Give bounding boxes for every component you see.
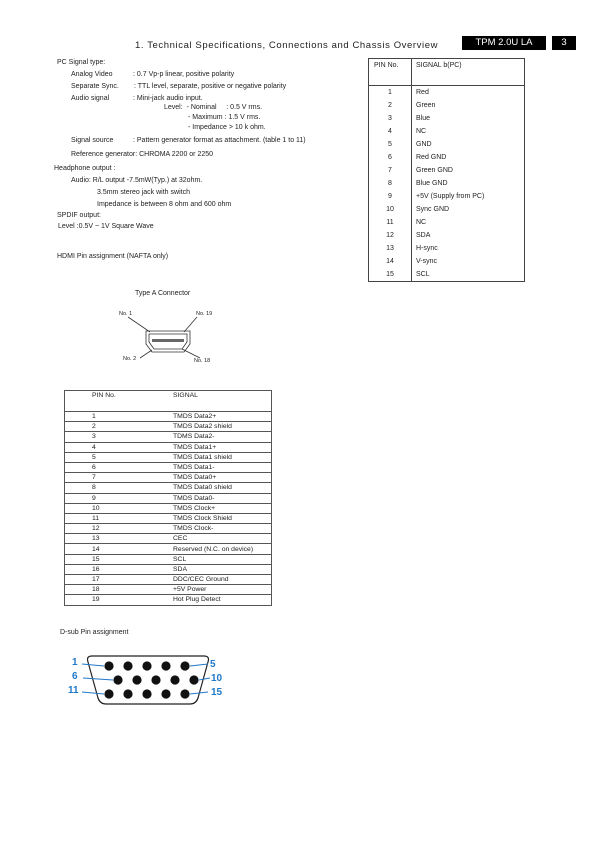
page-title: 1. Technical Specifications, Connections and Chassis Overview [135, 40, 439, 51]
dsub-label-5: 5 [210, 659, 216, 670]
pc-table-pin-cell: 5 [369, 138, 412, 151]
hdmi-table-pin-cell: 14 [65, 544, 172, 554]
hdmi-table-row [65, 503, 272, 513]
analog-video-value: : 0.7 Vp-p linear, positive polarity [133, 71, 235, 78]
page-number: 3 [552, 36, 576, 50]
hdmi-table-signal-cell: TMDS Data1- [171, 462, 272, 472]
pc-table-pin-cell: 8 [369, 177, 412, 190]
hdmi-table-signal-cell: +5V Power [171, 585, 272, 595]
impedance-range: Impedance is between 8 ohm and 600 ohm [97, 201, 232, 208]
hdmi-table-pin-cell: 9 [65, 493, 172, 503]
pc-table-pin-cell: 14 [369, 255, 412, 268]
pc-table-row [369, 86, 525, 100]
dsub-label-1: 1 [72, 657, 78, 668]
hdmi-pin18-label: No. 18 [194, 358, 211, 364]
pc-table-pin-cell: 6 [369, 151, 412, 164]
hdmi-connector-diagram [110, 306, 230, 370]
hdmi-table-pin-cell: 8 [65, 483, 172, 493]
pc-table-row [369, 112, 525, 125]
pc-table-pin-cell: 15 [369, 268, 412, 282]
pc-table-row [369, 255, 525, 268]
stereo-jack: 3.5mm stereo jack with switch [97, 189, 190, 196]
hdmi-table-row [65, 442, 272, 452]
hdmi-table-pin-cell: 18 [65, 585, 172, 595]
separate-sync-label: Separate Sync. [71, 83, 119, 90]
dsub-connector-diagram [64, 650, 234, 710]
dsub-label-6: 6 [72, 671, 78, 682]
hdmi-table-pin-cell: 11 [65, 513, 172, 523]
hdmi-table-pin-cell: 12 [65, 524, 172, 534]
hdmi-table-row [65, 422, 272, 432]
hdmi-table-row [65, 462, 272, 472]
hdmi-table-signal-cell: TMDS Data1+ [171, 442, 272, 452]
pc-table-signal-cell: Sync GND [412, 203, 525, 216]
hdmi-table-row [65, 493, 272, 503]
hdmi-table-row [65, 452, 272, 462]
pc-signal-type: PC Signal type: [57, 59, 106, 66]
hdmi-table-row [65, 412, 272, 422]
hdmi-table-signal-cell: CEC [171, 534, 272, 544]
pc-table-signal-cell: Blue GND [412, 177, 525, 190]
pc-table-pin-cell: 13 [369, 242, 412, 255]
hdmi-table-pin-cell: 1 [65, 412, 172, 422]
hdmi-table-signal-cell: DDC/CEC Ground [171, 575, 272, 585]
pc-table-signal-cell: NC [412, 216, 525, 229]
hdmi-table-signal-cell: TMDS Clock Shield [171, 513, 272, 523]
pc-table-signal-cell: Green [412, 99, 525, 112]
hdmi-table-signal-cell: SDA [171, 564, 272, 574]
hdmi-table-pin-cell: 15 [65, 554, 172, 564]
hdmi-table-signal-cell: TMDS Data0+ [171, 473, 272, 483]
hdmi-pin2-label: No. 2 [123, 356, 137, 362]
spdif-output: SPDIF output: [57, 212, 101, 219]
hdmi-table-row [65, 524, 272, 534]
pc-table-row [369, 99, 525, 112]
hdmi-table-pin-cell: 6 [65, 462, 172, 472]
hdmi-table-signal-cell: TDMS Data2- [171, 432, 272, 442]
pc-table-signal-cell: Green GND [412, 164, 525, 177]
signal-source-label: Signal source [71, 137, 114, 144]
pc-table-pin-cell: 10 [369, 203, 412, 216]
analog-video-label: Analog Video [71, 71, 113, 78]
hdmi-table-header-pin: PIN No. [65, 391, 172, 412]
hdmi-table-row [65, 575, 272, 585]
hdmi-table-signal-cell: TMDS Data2+ [171, 412, 272, 422]
pc-table-pin-cell: 7 [369, 164, 412, 177]
level-nominal: Level: - Nominal : 0.5 V rms. [164, 104, 263, 111]
pc-table-signal-cell: H-sync [412, 242, 525, 255]
pc-table-pin-cell: 3 [369, 112, 412, 125]
dsub-label-10: 10 [211, 673, 223, 684]
pc-pin-table [368, 58, 525, 282]
pc-table-pin-cell: 9 [369, 190, 412, 203]
hdmi-pin-table [64, 390, 272, 606]
hdmi-table-signal-cell: TMDS Data0- [171, 493, 272, 503]
pc-table-row [369, 177, 525, 190]
headphone-output: Headphone output : [54, 165, 116, 172]
hdmi-table-row [65, 595, 272, 605]
hdmi-table-pin-cell: 3 [65, 432, 172, 442]
pc-table-pin-cell: 2 [369, 99, 412, 112]
hdmi-table-signal-cell: TMDS Clock- [171, 524, 272, 534]
audio-signal-value: : Mini-jack audio input. [133, 95, 203, 102]
hdmi-table-signal-cell: Reserved (N.C. on device) [171, 544, 272, 554]
pc-table-row [369, 203, 525, 216]
hdmi-table-row [65, 513, 272, 523]
hdmi-table-header-signal: SIGNAL [171, 391, 272, 412]
type-a-connector-label: Type A Connector [135, 290, 191, 297]
pc-table-signal-cell: Red GND [412, 151, 525, 164]
hdmi-pin1-label: No. 1 [119, 311, 133, 317]
pc-table-signal-cell: +5V (Supply from PC) [412, 190, 525, 203]
pc-table-header-pin: PIN No. [369, 59, 412, 86]
pc-table-row [369, 229, 525, 242]
hdmi-table-pin-cell: 13 [65, 534, 172, 544]
hdmi-table-pin-cell: 10 [65, 503, 172, 513]
pc-table-pin-cell: 11 [369, 216, 412, 229]
audio-rl-output: Audio: R/L output -7.5mW(Typ.) at 32ohm. [71, 177, 203, 184]
pc-table-pin-cell: 12 [369, 229, 412, 242]
hdmi-table-pin-cell: 4 [65, 442, 172, 452]
pc-table-signal-cell: SCL [412, 268, 525, 282]
level-impedance: - Impedance > 10 k ohm. [188, 124, 266, 131]
hdmi-table-signal-cell: TMDS Data0 shield [171, 483, 272, 493]
audio-signal-label: Audio signal [71, 95, 110, 102]
hdmi-table-row [65, 554, 272, 564]
pc-table-row [369, 242, 525, 255]
pc-table-pin-cell: 1 [369, 86, 412, 100]
spdif-level: Level :0.5V ~ 1V Square Wave [58, 223, 154, 230]
pc-table-row [369, 164, 525, 177]
signal-source-value: : Pattern generator format as attachment. (table 1 to 11) [133, 137, 306, 144]
hdmi-table-pin-cell: 7 [65, 473, 172, 483]
hdmi-table-signal-cell: Hot Plug Detect [171, 595, 272, 605]
hdmi-table-row [65, 534, 272, 544]
hdmi-table-row [65, 432, 272, 442]
hdmi-table-signal-cell: TMDS Data2 shield [171, 422, 272, 432]
pc-table-signal-cell: Blue [412, 112, 525, 125]
pc-table-row [369, 268, 525, 282]
pc-table-pin-cell: 4 [369, 125, 412, 138]
level-maximum: - Maximum : 1.5 V rms. [188, 114, 261, 121]
hdmi-table-row [65, 473, 272, 483]
separate-sync-value: : TTL level, separate, positive or negative polarity [134, 83, 287, 90]
hdmi-table-pin-cell: 16 [65, 564, 172, 574]
pc-table-signal-cell: V-sync [412, 255, 525, 268]
hdmi-pin19-label: No. 19 [196, 311, 213, 317]
pc-table-signal-cell: Red [412, 86, 525, 100]
pc-table-row [369, 216, 525, 229]
reference-generator: Reference generator: CHROMA 2200 or 2250 [71, 151, 214, 158]
hdmi-table-pin-cell: 17 [65, 575, 172, 585]
pc-table-header-signal: SIGNAL b(PC) [412, 59, 525, 86]
model-badge: TPM 2.0U LA [462, 36, 546, 50]
dsub-label-15: 15 [211, 687, 223, 698]
pc-table-row [369, 190, 525, 203]
pc-table-signal-cell: SDA [412, 229, 525, 242]
hdmi-table-pin-cell: 19 [65, 595, 172, 605]
hdmi-table-row [65, 585, 272, 595]
hdmi-table-signal-cell: SCL [171, 554, 272, 564]
hdmi-table-pin-cell: 2 [65, 422, 172, 432]
hdmi-title: HDMI Pin assignment (NAFTA only) [57, 253, 169, 260]
hdmi-table-row [65, 544, 272, 554]
pc-table-signal-cell: GND [412, 138, 525, 151]
pc-table-row [369, 125, 525, 138]
dsub-label-11: 11 [68, 685, 79, 696]
pc-table-row [369, 151, 525, 164]
hdmi-table-pin-cell: 5 [65, 452, 172, 462]
hdmi-table-signal-cell: TMDS Data1 shield [171, 452, 272, 462]
hdmi-table-row [65, 483, 272, 493]
hdmi-table-signal-cell: TMDS Clock+ [171, 503, 272, 513]
pc-table-row [369, 138, 525, 151]
dsub-title: D-sub Pin assignment [60, 629, 129, 636]
hdmi-table-row [65, 564, 272, 574]
pc-table-signal-cell: NC [412, 125, 525, 138]
